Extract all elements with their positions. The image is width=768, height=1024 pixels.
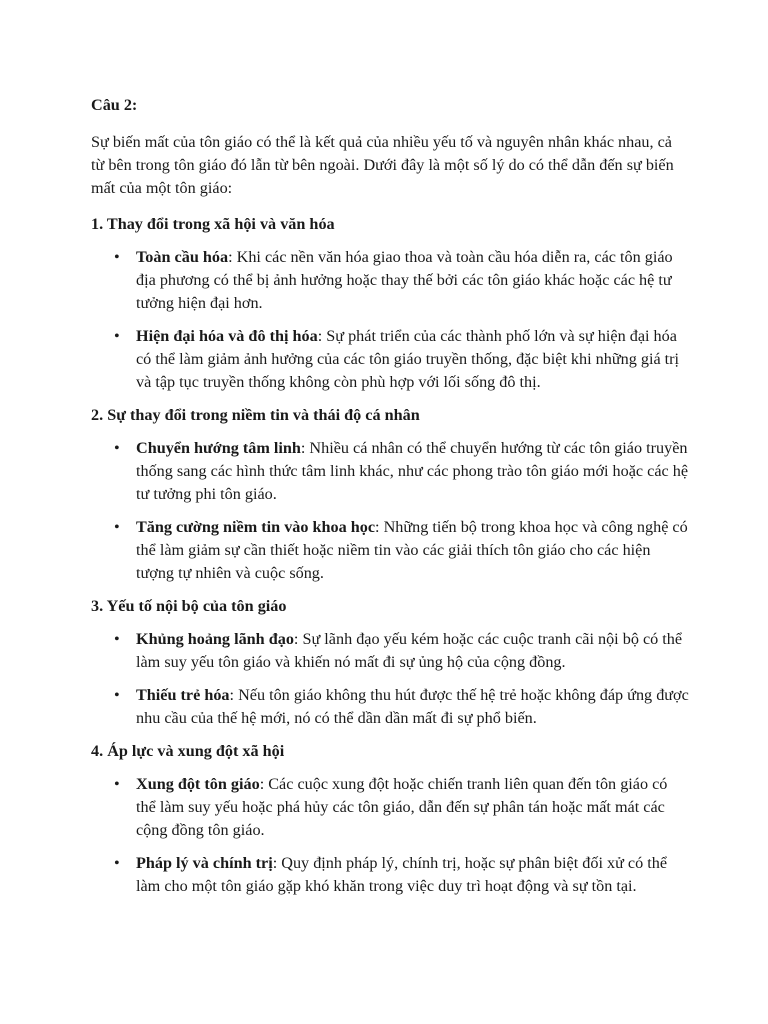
bullet-icon: • (114, 327, 120, 345)
bullet-icon: • (114, 686, 120, 704)
section-heading: 3. Yếu tố nội bộ của tôn giáo (91, 597, 287, 615)
bullet-icon: • (114, 248, 120, 266)
intro-paragraph: Sự biến mất của tôn giáo có thể là kết quả của nhiều yếu tố và nguyên nhân khác nhau, cả từ bên trong tôn giáo đó lẫn từ bên ngoài. Dưới đây là một số lý do có thể dẫn đến sự biến mất của một tôn giáo: (91, 133, 674, 197)
item-text: : Sự lãnh đạo yếu kém hoặc các cuộc tranh cãi nội bộ có thể làm suy yếu tôn giáo và khiến nó mất đi sự ủng hộ của cộng đồng. (136, 630, 683, 671)
list-item (91, 628, 689, 674)
item-term: Thiếu trẻ hóa (136, 686, 230, 704)
list-item (91, 437, 689, 506)
item-term: Pháp lý và chính trị (136, 854, 273, 872)
section-3 (91, 595, 689, 730)
list-item (91, 516, 689, 585)
bullet-list (91, 773, 689, 898)
list-item (91, 773, 689, 842)
section-2 (91, 404, 689, 585)
bullet-list (91, 246, 689, 394)
item-text: : Quy định pháp lý, chính trị, hoặc sự phân biệt đối xử có thể làm cho một tôn giáo gặp khó khăn trong việc duy trì hoạt động và sự tồn tại. (136, 854, 668, 895)
item-term: Tăng cường niềm tin vào khoa học (136, 518, 376, 536)
item-term: Hiện đại hóa và đô thị hóa (136, 327, 318, 345)
item-text: : Khi các nền văn hóa giao thoa và toàn cầu hóa diễn ra, các tôn giáo địa phương có thể bị ảnh hưởng hoặc thay thế bởi các tôn giáo khác hoặc các hệ tư tưởng hiện đại hơn. (136, 248, 673, 312)
bullet-list (91, 437, 689, 585)
section-heading: 1. Thay đổi trong xã hội và văn hóa (91, 215, 335, 233)
bullet-icon: • (114, 854, 120, 872)
document-page (91, 94, 689, 908)
item-term: Chuyển hướng tâm linh (136, 439, 301, 457)
section-heading: 2. Sự thay đổi trong niềm tin và thái độ cá nhân (91, 406, 420, 424)
item-text: : Các cuộc xung đột hoặc chiến tranh liên quan đến tôn giáo có thể làm suy yếu hoặc phá hủy các tôn giáo, dẫn đến sự phân tán hoặc mất mát các cộng đồng tôn giáo. (136, 775, 668, 839)
bullet-list (91, 628, 689, 730)
item-text: : Nhiều cá nhân có thể chuyển hướng từ các tôn giáo truyền thống sang các hình thức tâm linh khác, như các phong trào tôn giáo mới hoặc các hệ tư tưởng phi tôn giáo. (136, 439, 689, 503)
list-item (91, 684, 689, 730)
item-text: : Sự phát triển của các thành phố lớn và sự hiện đại hóa có thể làm giảm ảnh hưởng của các tôn giáo truyền thống, đặc biệt khi những giá trị và tập tục truyền thống không còn phù hợp với lối sống đô thị. (136, 327, 680, 391)
item-term: Khủng hoảng lãnh đạo (136, 630, 294, 648)
item-term: Toàn cầu hóa (136, 248, 229, 266)
bullet-icon: • (114, 518, 120, 536)
bullet-icon: • (114, 630, 120, 648)
list-item (91, 325, 689, 394)
bullet-icon: • (114, 439, 120, 457)
question-title: Câu 2: (91, 96, 138, 114)
item-text: : Những tiến bộ trong khoa học và công nghệ có thể làm giảm sự cần thiết hoặc niềm tin vào các giải thích tôn giáo cho các hiện tượng tự nhiên và cuộc sống. (136, 518, 688, 582)
list-item (91, 246, 689, 315)
item-term: Xung đột tôn giáo (136, 775, 260, 793)
section-4 (91, 740, 689, 898)
list-item (91, 852, 689, 898)
section-heading: 4. Áp lực và xung đột xã hội (91, 742, 285, 760)
item-text: : Nếu tôn giáo không thu hút được thế hệ trẻ hoặc không đáp ứng được nhu cầu của thế hệ mới, nó có thể dần dần mất đi sự phổ biến. (136, 686, 689, 727)
section-1 (91, 213, 689, 394)
bullet-icon: • (114, 775, 120, 793)
